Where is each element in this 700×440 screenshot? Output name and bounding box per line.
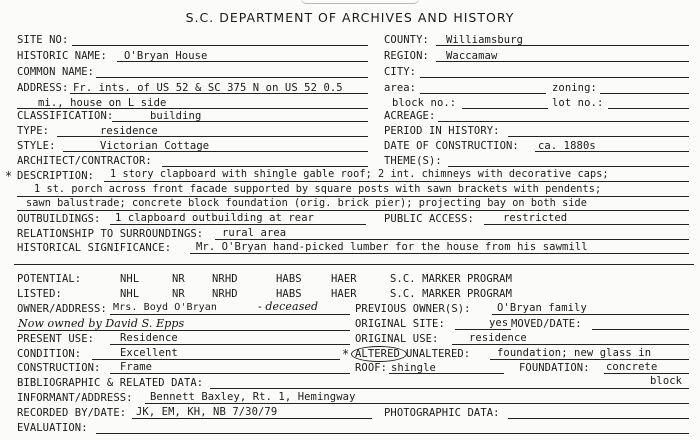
listed-nr: NR	[172, 288, 185, 300]
owner-note-handwritten: - deceased	[258, 300, 319, 313]
bibliographic-label: BIBLIOGRAPHIC & RELATED DATA:	[17, 377, 204, 389]
region-value: Waccamaw	[446, 50, 498, 62]
construction-value: Frame	[120, 361, 153, 373]
listed-label: LISTED:	[17, 288, 62, 300]
potential-label: POTENTIAL:	[17, 273, 82, 285]
roof-value: shingle	[391, 362, 436, 374]
period-label: PERIOD IN HISTORY:	[384, 125, 500, 137]
original-use-value: residence	[469, 332, 527, 344]
common-name-label: COMMON NAME:	[17, 66, 95, 78]
historic-name-line	[117, 61, 368, 62]
roof-label: ROOF:	[355, 362, 388, 374]
altered-note-line	[490, 359, 689, 360]
original-site-label: ORIGINAL SITE:	[355, 318, 445, 330]
region-label: REGION:	[384, 50, 429, 62]
relationship-label: RELATIONSHIP TO SURROUNDINGS:	[17, 228, 204, 240]
potential-habs: HABS	[276, 273, 302, 285]
outbuildings-line	[110, 224, 366, 225]
historic-name-value: O'Bryan House	[124, 50, 208, 62]
address-line-1	[70, 93, 368, 94]
region-line	[436, 61, 689, 62]
description-value-3: sawn balustrade; concrete block foundation (orig. brick pier); projecting bay on both side	[26, 198, 588, 209]
site-no-line	[72, 45, 368, 46]
construction-label: CONSTRUCTION:	[17, 362, 101, 374]
description-line-3	[17, 210, 689, 211]
construction-line	[110, 373, 350, 374]
condition-value: Excellent	[120, 347, 178, 359]
photographic-label: PHOTOGRAPHIC DATA:	[384, 407, 500, 419]
section-divider	[14, 264, 694, 265]
date-construction-line	[535, 151, 689, 152]
county-value: Williamsburg	[446, 34, 524, 46]
potential-nhl: NHL	[120, 273, 140, 285]
acreage-line	[438, 121, 689, 122]
address-value-2: mi., house on L side	[38, 97, 167, 109]
form-title: S.C. DEPARTMENT OF ARCHIVES AND HISTORY	[185, 10, 515, 25]
previous-owner-value: O'Bryan family	[497, 302, 587, 314]
recorded-line	[132, 418, 372, 419]
public-access-line	[484, 224, 689, 225]
header-smudge	[300, 0, 420, 4]
description-asterisk: *	[5, 169, 13, 183]
architect-line	[162, 166, 368, 167]
classification-value: building	[150, 110, 202, 122]
address-line-2	[17, 108, 368, 109]
public-access-label: PUBLIC ACCESS:	[384, 213, 474, 225]
moved-label: MOVED/DATE:	[511, 318, 582, 330]
informant-line	[145, 403, 689, 404]
photographic-line	[508, 418, 689, 419]
period-line	[508, 136, 689, 137]
outbuildings-value: 1 clapboard outbuilding at rear	[115, 212, 315, 224]
type-value: residence	[100, 125, 158, 137]
original-use-line	[452, 344, 689, 345]
county-line	[436, 45, 689, 46]
significance-label: HISTORICAL SIGNIFICANCE:	[17, 242, 172, 254]
altered-label: ALTERED	[355, 348, 400, 360]
city-line	[420, 77, 689, 78]
outbuildings-label: OUTBUILDINGS:	[17, 213, 101, 225]
unaltered-label: UNALTERED:	[406, 348, 471, 360]
foundation-label: FOUNDATION:	[519, 362, 590, 374]
zoning-line	[600, 93, 689, 94]
description-value-2: 1 st. porch across front facade supported by square posts with sawn brackets with pendents;	[34, 184, 602, 195]
potential-haer: HAER	[331, 273, 357, 285]
block-label: block no.:	[392, 97, 457, 109]
owner-line	[110, 314, 350, 315]
roof-line	[389, 373, 504, 374]
evaluation-label: EVALUATION:	[17, 422, 88, 434]
classification-label: CLASSIFICATION:	[17, 110, 114, 122]
type-label: TYPE:	[17, 125, 50, 137]
themes-line	[448, 166, 689, 167]
city-label: CITY:	[384, 66, 417, 78]
original-site-value: yes	[489, 317, 509, 329]
owner-label: OWNER/ADDRESS:	[17, 303, 107, 315]
altered-asterisk: *	[342, 347, 350, 361]
original-site-line	[455, 329, 511, 330]
informant-value: Bennett Baxley, Rt. 1, Hemingway	[150, 391, 356, 403]
listed-habs: HABS	[276, 288, 302, 300]
significance-line	[190, 253, 689, 254]
recorded-label: RECORDED BY/DATE:	[17, 407, 127, 419]
foundation-value-2: block	[650, 375, 683, 387]
original-use-label: ORIGINAL USE:	[355, 333, 439, 345]
date-construction-label: DATE OF CONSTRUCTION:	[384, 140, 519, 152]
potential-sc-marker: S.C. MARKER PROGRAM	[390, 273, 513, 285]
area-line	[420, 93, 546, 94]
description-line-2	[17, 196, 689, 197]
recorded-value: JK, EM, KH, NB 7/30/79	[136, 406, 278, 418]
description-line-1	[104, 181, 689, 182]
present-use-line	[110, 344, 350, 345]
previous-owner-label: PREVIOUS OWNER(S):	[355, 303, 471, 315]
date-construction-value: ca. 1880s	[538, 140, 596, 152]
style-line	[63, 151, 368, 152]
foundation-line	[604, 373, 689, 374]
informant-label: INFORMANT/ADDRESS:	[17, 392, 133, 404]
architect-label: ARCHITECT/CONTRACTOR:	[17, 155, 152, 167]
public-access-value: restricted	[503, 212, 568, 224]
significance-value: Mr. O'Bryan hand-picked lumber for the house from his sawmill	[196, 241, 588, 253]
address-label: ADDRESS:	[17, 82, 69, 94]
foundation-value: concrete	[606, 361, 658, 373]
address-value-1: Fr. ints. of US 52 & SC 375 N on US 52 0.5	[73, 82, 343, 94]
present-use-value: Residence	[120, 332, 178, 344]
county-label: COUNTY:	[384, 34, 429, 46]
description-label: DESCRIPTION:	[17, 170, 95, 182]
present-use-label: PRESENT USE:	[17, 333, 95, 345]
condition-line	[92, 359, 340, 360]
altered-note-value: foundation; new glass in	[497, 347, 652, 359]
now-owned-line	[17, 330, 350, 331]
bibliographic-line	[210, 388, 689, 389]
evaluation-line	[96, 433, 689, 434]
relationship-line	[215, 239, 689, 240]
zoning-label: zoning:	[552, 82, 597, 94]
listed-nrhd: NRHD	[212, 288, 238, 300]
listed-sc-marker: S.C. MARKER PROGRAM	[390, 288, 513, 300]
previous-owner-line	[492, 314, 689, 315]
potential-nrhd: NRHD	[212, 273, 238, 285]
condition-label: CONDITION:	[17, 348, 82, 360]
description-value-1: 1 story clapboard with shingle gable roof; 2 int. chimneys with decorative caps;	[110, 169, 609, 180]
listed-haer: HAER	[331, 288, 357, 300]
style-label: STYLE:	[17, 140, 56, 152]
area-label: area:	[384, 82, 417, 94]
lot-line	[608, 108, 689, 109]
moved-line	[592, 329, 689, 330]
classification-line	[112, 121, 368, 122]
acreage-label: ACREAGE:	[384, 110, 436, 122]
type-line	[57, 136, 368, 137]
style-value: Victorian Cottage	[100, 140, 210, 152]
site-no-label: SITE NO:	[17, 34, 69, 46]
common-name-line	[96, 77, 368, 78]
potential-nr: NR	[172, 273, 185, 285]
listed-nhl: NHL	[120, 288, 140, 300]
historic-name-label: HISTORIC NAME:	[17, 50, 107, 62]
block-line	[462, 108, 548, 109]
now-owned-handwritten: Now owned by David S. Epps	[18, 317, 185, 330]
themes-label: THEME(S):	[384, 155, 442, 167]
relationship-value: rural area	[222, 227, 287, 239]
lot-label: lot no.:	[552, 97, 604, 109]
owner-value: Mrs. Boyd O'Bryan	[113, 302, 218, 313]
